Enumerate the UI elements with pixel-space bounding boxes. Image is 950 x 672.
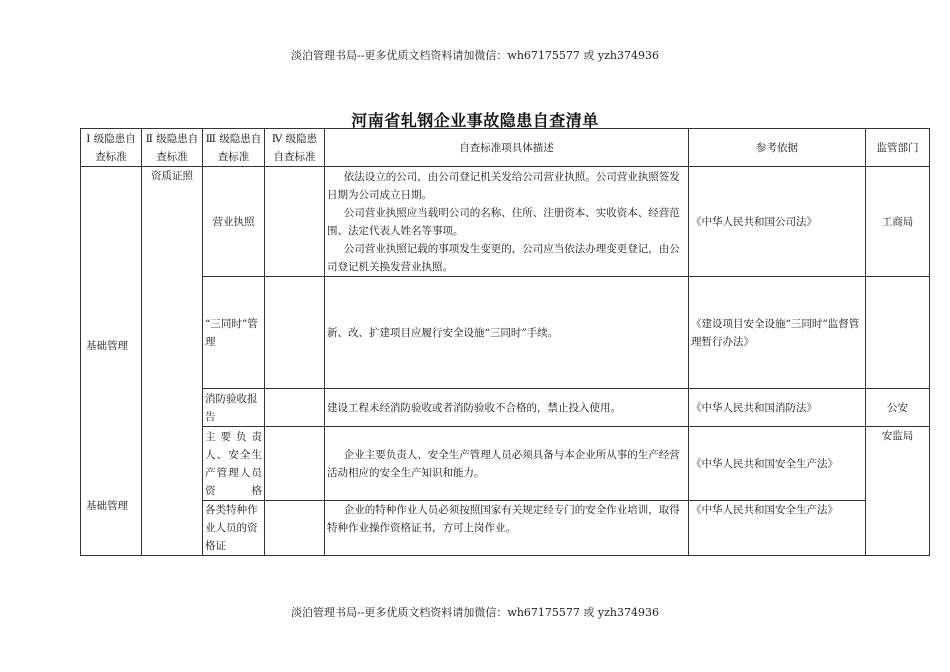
level4-cell: [265, 501, 325, 556]
reference-cell: 《建设项目安全设施“三同时”监督管理暂行办法》: [689, 277, 866, 389]
level4-cell: [265, 167, 325, 277]
header-department: 监管部门: [866, 129, 930, 167]
description-cell: [325, 167, 689, 277]
level1-cell: [81, 167, 142, 556]
table-row: [81, 389, 930, 427]
description-cell: 建设工程未经消防验收或者消防验收不合格的，禁止投入使用。: [325, 389, 689, 427]
level3-cell: 各类特种作业人员的资格证: [203, 501, 265, 556]
header-description: 自查标准项具体描述: [325, 129, 689, 167]
description-paragraph: 企业主要负责人、安全生产管理人员必须具备与本企业所从事的生产经营活动相应的安全生产知识和能力。: [327, 448, 680, 479]
description-paragraph: 公司营业执照应当载明公司的名称、住所、注册资本、实收资本、经营范围、法定代表人姓名等事项。: [327, 206, 680, 237]
level4-cell: [265, 277, 325, 389]
header-reference: 参考依据: [689, 129, 866, 167]
reference-cell: 《中华人民共和国安全生产法》: [689, 501, 866, 556]
header-level1: Ⅰ 级隐患自查标准: [81, 129, 142, 167]
table-header-row: [81, 129, 930, 167]
description-paragraph: 公司营业执照记载的事项发生变更的，公司应当依法办理变更登记，由公司登记机关换发营业执照。: [327, 242, 680, 273]
level1-label-second: 基础管理: [86, 500, 128, 512]
department-cell: [866, 277, 930, 389]
description-cell: 新、改、扩建项目应履行安全设施“三同时”手续。: [325, 277, 689, 389]
level1-label-first: 基础管理: [86, 340, 128, 352]
page-footer: 淡泊管理书局--更多优质文档资料请加微信：wh67175577 或 yzh374936: [291, 606, 659, 619]
description-cell: [325, 427, 689, 501]
description-paragraph: 依法设立的公司，由公司登记机关发给公司营业执照。公司营业执照签发日期为公司成立日期。: [327, 170, 680, 201]
table-row: [81, 427, 930, 501]
header-level3: Ⅲ 级隐患自查标准: [203, 129, 265, 167]
department-cell: 公安: [866, 389, 930, 427]
page-header: 淡泊管理书局--更多优质文档资料请加微信：wh67175577 或 yzh374936: [291, 49, 659, 62]
level3-cell: 主要负责人、安全生产管理人员资格: [203, 427, 265, 501]
table-row: [81, 501, 930, 556]
table-row: [81, 277, 930, 389]
description-paragraph: 企业的特种作业人员必须按照国家有关规定经专门的安全作业培训，取得特种作业操作资格证书，方可上岗作业。: [327, 504, 680, 534]
level3-cell: 营业执照: [203, 167, 265, 277]
department-cell: 工商局: [866, 167, 930, 277]
reference-cell: 《中华人民共和国安全生产法》: [689, 427, 866, 501]
description-cell: [325, 501, 689, 556]
document-title: 河南省轧钢企业事故隐患自查清单: [351, 111, 599, 130]
header-level2: Ⅱ 级隐患自查标准: [142, 129, 203, 167]
hazard-checklist-table: [80, 128, 930, 556]
header-level4: Ⅳ 级隐患自查标准: [265, 129, 325, 167]
level2-cell: [142, 167, 203, 556]
level3-cell: “三同时”管理: [203, 277, 265, 389]
level4-cell: [265, 389, 325, 427]
department-cell: 安监局: [866, 427, 930, 556]
reference-cell: 《中华人民共和国消防法》: [689, 389, 866, 427]
level2-label: 资质证照: [151, 170, 193, 182]
table-row: [81, 167, 930, 277]
level4-cell: [265, 427, 325, 501]
level3-cell: 消防验收报告: [203, 389, 265, 427]
reference-cell: 《中华人民共和国公司法》: [689, 167, 866, 277]
